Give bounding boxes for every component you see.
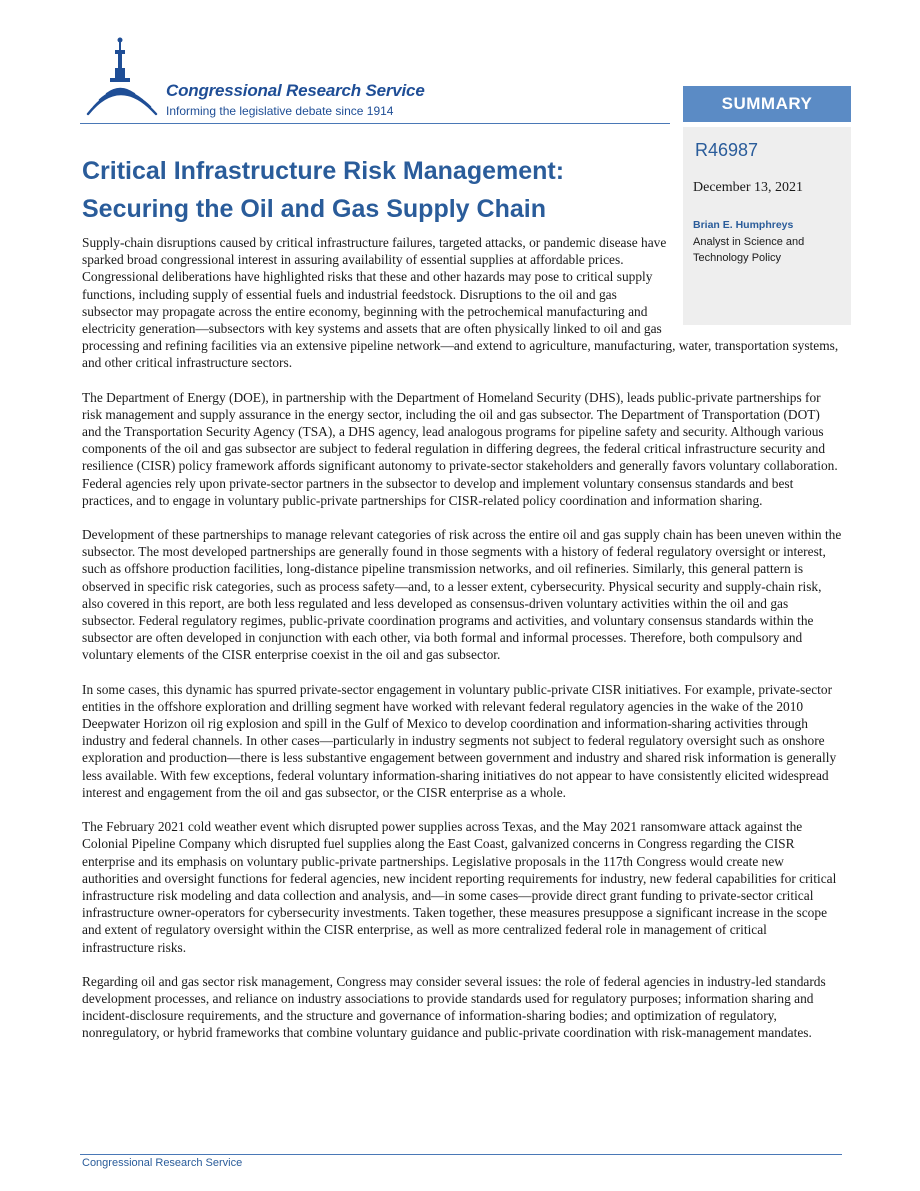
sidebar-spacer [670,234,842,326]
footer-text: Congressional Research Service [82,1157,243,1169]
report-title [82,152,662,228]
report-date: December 13, 2021 [693,180,804,195]
capitol-dome-icon [80,34,160,120]
title-line-1: Critical Infrastructure Risk Management: [82,157,565,185]
crs-logo [80,34,480,124]
report-number: R46987 [695,140,759,160]
summary-label: SUMMARY [683,86,851,122]
summary-paragraph-6: Regarding oil and gas sector risk management, Congress may consider several issues: the role of federal agencies in industry-led standards development processes, and reliance on industry associations to provide standards used for regulatory purposes; information sharing and incident-disclosure requirements, and the structure and governance of information-sharing bodies; and optimization of regulatory, nonregulatory, or hybrid frameworks that combine voluntary guidance and public-private coordination with risk-management mandates. [82,973,826,1041]
footer-divider [80,1154,842,1155]
summary-paragraph-5: The February 2021 cold weather event which disrupted power supplies across Texas, and the May 2021 ransomware attack against the Colonial Pipeline Company which disrupted fuel supplies along the East Coast, galvanized concerns in Congress regarding the CISR enterprise and its emphasis on voluntary public-private partnerships. Legislative proposals in the 117th Congress would create new authorities and oversight functions for federal agencies, new incident reporting requirements for industry, new federal capabilities for critical infrastructure risk modeling and data collection and analysis, and—in some cases—provide direct grant funding to private-sector critical infrastructure owner-operators for cybersecurity investments. Taken together, these measures presuppose a significant increase in the scope and extent of regulatory oversight within the CISR enterprise, as well as more centralized federal role in management of critical infrastructure risks. [82,819,837,955]
summary-body [82,234,842,1059]
author-role: Analyst in Science and Technology Policy [693,236,805,264]
logo-name: Congressional Research Service [166,81,425,100]
summary-paragraph-4: In some cases, this dynamic has spurred private-sector engagement in voluntary public-private CISR initiatives. For example, private-sector entities in the offshore exploration and drilling segment have worked with relevant federal regulatory agencies in the wake of the 2010 Deepwater Horizon oil rig explosion and spill in the Gulf of Mexico to develop coordination and information-sharing activities through industry and federal channels. In other cases—particularly in industry segments not subject to federal regulatory oversight such as onshore exploration and production—there is less substantive engagement between government and industry and shared risk information is generally less available. With few exceptions, federal voluntary information-sharing initiatives do not appear to have consistently elicited widespread interest and engagement from the oil and gas subsector, or the CISR enterprise as a whole. [82,681,837,800]
author-name[interactable]: Brian E. Humphreys [693,219,794,231]
summary-paragraph-2: The Department of Energy (DOE), in partnership with the Department of Homeland Security (DHS), leads public-private partnerships for risk management and supply assurance in the energy sector, including the oil and gas subsector. The Department of Transportation (DOT) and the Transportation Security Agency (TSA), a DHS agency, lead analogous programs for pipeline safety and security. Although various components of the oil and gas subsector are subject to federal regulation in differing degrees, the federal critical infrastructure security and resilience (CISR) policy framework affords significant autonomy to private-sector stakeholders and generally favors voluntary collaboration. Federal agencies rely upon private-sector partners in the subsector to develop and implement voluntary consensus standards and best practices, and to engage in voluntary public-private partnerships for CISR-related policy coordination and information sharing. [82,389,838,508]
title-line-2: Securing the Oil and Gas Supply Chain [82,195,546,223]
header-divider [80,123,670,124]
summary-paragraph-1: Supply-chain disruptions caused by critical infrastructure failures, targeted attacks, or pandemic disease have sparked broad congressional interest in assuring availability of essential supplies at affordable prices. Congressional deliberations have highlighted risks that these and other hazards may pose to critical supply functions, including supply of essential fuels and industrial feedstock. Disruptions to the oil and gas subsector may propagate across the entire economy, beginning with the petrochemical manufacturing and electricity generation—subsectors with key systems and assets that are often physically linked to oil and gas processing and refining facilities via an extensive pipeline network—and extend to agriculture, manufacturing, water, transportation systems, and other critical infrastructure sectors. [82,235,839,371]
logo-tagline: Informing the legislative debate since 1914 [166,104,394,118]
summary-paragraph-3: Development of these partnerships to manage relevant categories of risk across the entire oil and gas supply chain has been uneven within the subsector. The most developed partnerships are generally found in those segments with a history of federal regulatory oversight or interest, such as offshore production facilities, long-distance pipeline transmission networks, and oil refineries. Similarly, this general pattern is observed in specific risk categories, such as process safety—and, to a lesser extent, cybersecurity. Physical security and supply-chain risk, also covered in this report, are both less regulated and less developed as consensus-driven voluntary activities within the oil and gas subsector. Federal regulatory regimes, public-private coordination programs and activities, and voluntary consensus standards within the subsector are often developed in conjunction with each other, via both formal and informal processes. Therefore, both compulsory and voluntary elements of the CISR enterprise coexist in the oil and gas subsector. [82,527,842,663]
